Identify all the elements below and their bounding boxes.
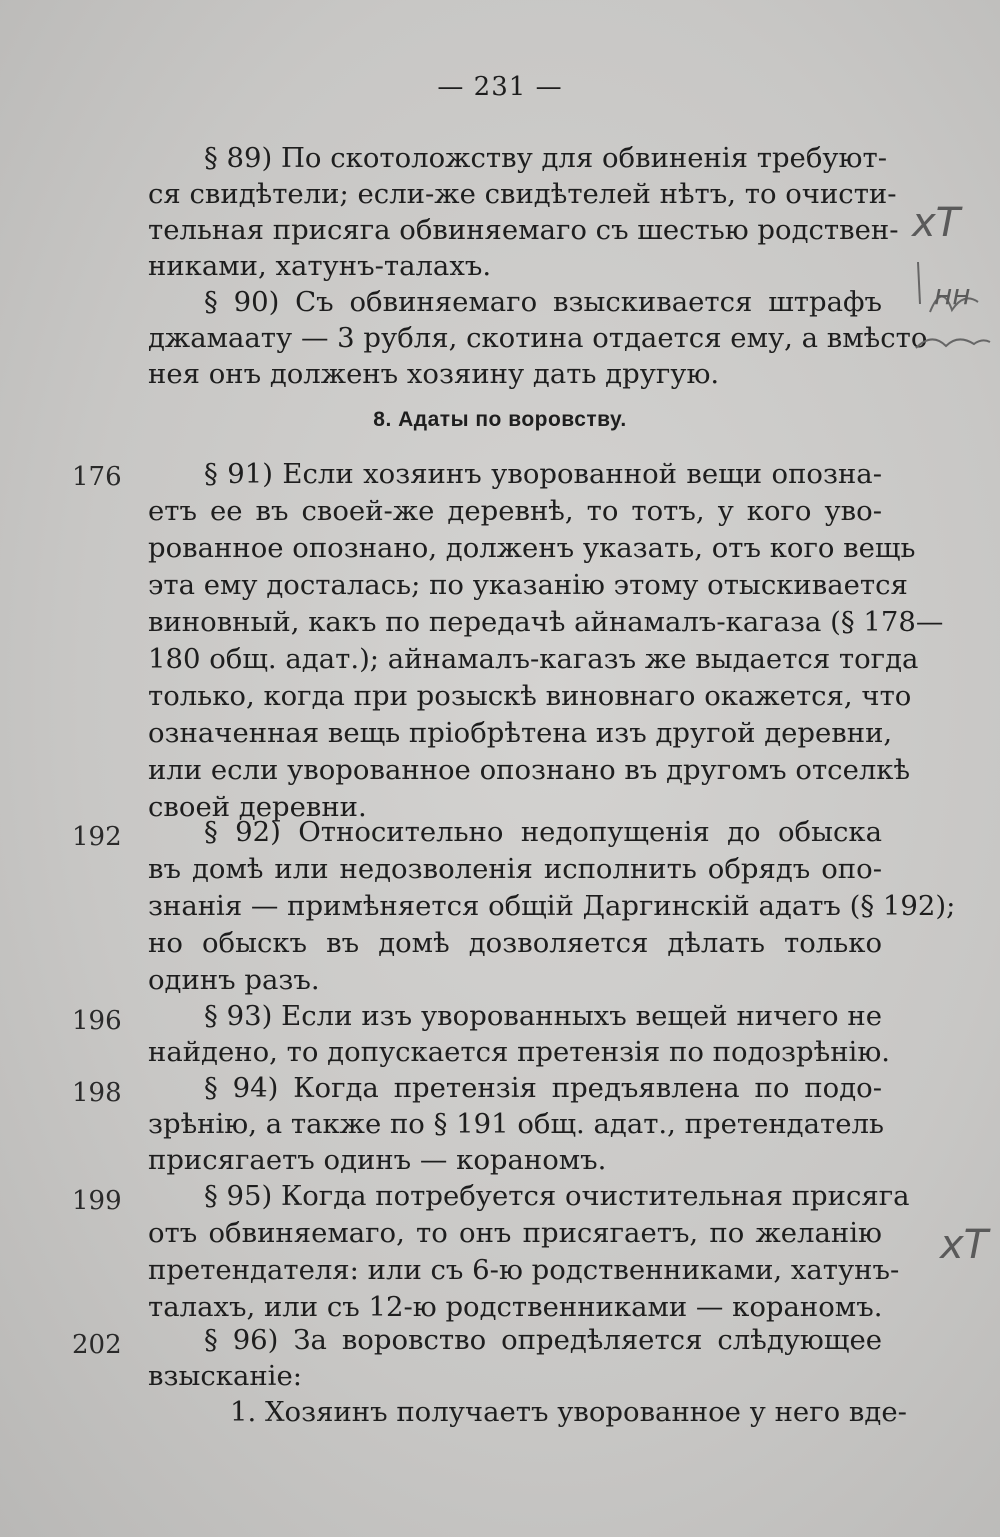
margin-reference-number: 198 bbox=[72, 1078, 122, 1108]
text-line: означенная вещь пріобрѣтена изъ другой деревни, bbox=[148, 717, 893, 749]
text-line: найдено, то допускается претензія по подозрѣнію. bbox=[148, 1036, 891, 1068]
text-line: присягаетъ одинъ — кораномъ. bbox=[148, 1144, 607, 1176]
text-line: одинъ разъ. bbox=[148, 964, 320, 996]
section-heading: 8. Адаты по воровству. bbox=[373, 408, 627, 431]
pencil-annotation: нн bbox=[934, 278, 971, 311]
text-line: § 93) Если изъ уворованныхъ вещей ничего не bbox=[204, 1000, 882, 1032]
text-line: никами, хатунъ-талахъ. bbox=[148, 250, 492, 282]
text-line: § 92) Относительно недопущенія до обыска bbox=[204, 816, 882, 848]
text-line: эта ему досталась; по указанію этому отыскивается bbox=[148, 569, 908, 601]
margin-reference-number: 199 bbox=[72, 1186, 122, 1216]
text-line: или если уворованное опознано въ другомъ отселкѣ bbox=[148, 754, 911, 786]
text-line: 180 общ. адат.); айнамалъ-кагазъ же выдается тогда bbox=[148, 643, 919, 675]
margin-reference-number: 192 bbox=[72, 822, 122, 852]
text-line: талахъ, или съ 12-ю родственниками — кораномъ. bbox=[148, 1291, 883, 1323]
text-line: но обыскъ въ домѣ дозволяется дѣлать только bbox=[148, 927, 882, 959]
text-line: § 96) За воровство опредѣляется слѣдующее bbox=[204, 1324, 882, 1356]
text-line: своей деревни. bbox=[148, 791, 367, 823]
margin-reference-number: 176 bbox=[72, 462, 122, 492]
text-line: § 95) Когда потребуется очистительная присяга bbox=[204, 1180, 910, 1212]
text-line: виновный, какъ по передачѣ айнамалъ-кагаза (§ 178— bbox=[148, 606, 944, 638]
text-line: знанія — примѣняется общій Даргинскій адатъ (§ 192); bbox=[148, 890, 956, 922]
text-line: только, когда при розыскѣ виновнаго окажется, что bbox=[148, 680, 912, 712]
pencil-annotation: хТ bbox=[912, 200, 961, 246]
pencil-annotation: хТ bbox=[940, 1222, 989, 1268]
text-line: джамаату — 3 рубля, скотина отдается ему, а вмѣсто bbox=[148, 322, 928, 354]
text-line: § 94) Когда претензія предъявлена по подо- bbox=[204, 1072, 882, 1104]
margin-reference-number: 196 bbox=[72, 1006, 122, 1036]
text-line: § 90) Съ обвиняемаго взыскивается штрафъ bbox=[204, 286, 882, 318]
text-line: тельная присяга обвиняемаго съ шестью родствен- bbox=[148, 214, 899, 246]
text-line: нея онъ долженъ хозяину дать другую. bbox=[148, 358, 720, 390]
text-line: претендателя: или съ 6-ю родственниками, хатунъ- bbox=[148, 1254, 900, 1286]
text-line: § 89) По скотоложству для обвиненія требуют- bbox=[204, 142, 888, 174]
text-line: отъ обвиняемаго, то онъ присягаетъ, по желанію bbox=[148, 1217, 882, 1249]
text-line: § 91) Если хозяинъ уворованной вещи опозна- bbox=[204, 458, 882, 490]
margin-reference-number: 202 bbox=[72, 1330, 122, 1360]
page-number: — 231 — bbox=[437, 72, 563, 102]
text-line: въ домѣ или недозволенія исполнить обрядъ опо- bbox=[148, 853, 882, 885]
text-line: взысканіе: bbox=[148, 1360, 303, 1392]
text-line: зрѣнію, а также по § 191 общ. адат., претендатель bbox=[148, 1108, 884, 1140]
text-line: ся свидѣтели; если-же свидѣтелей нѣтъ, то очисти- bbox=[148, 178, 897, 210]
text-line: рованное опознано, долженъ указать, отъ кого вещь bbox=[148, 532, 916, 564]
text-line: етъ ее въ своей-же деревнѣ, то тотъ, у кого уво- bbox=[148, 495, 882, 527]
text-line: 1. Хозяинъ получаетъ уворованное у него вде- bbox=[230, 1396, 907, 1428]
